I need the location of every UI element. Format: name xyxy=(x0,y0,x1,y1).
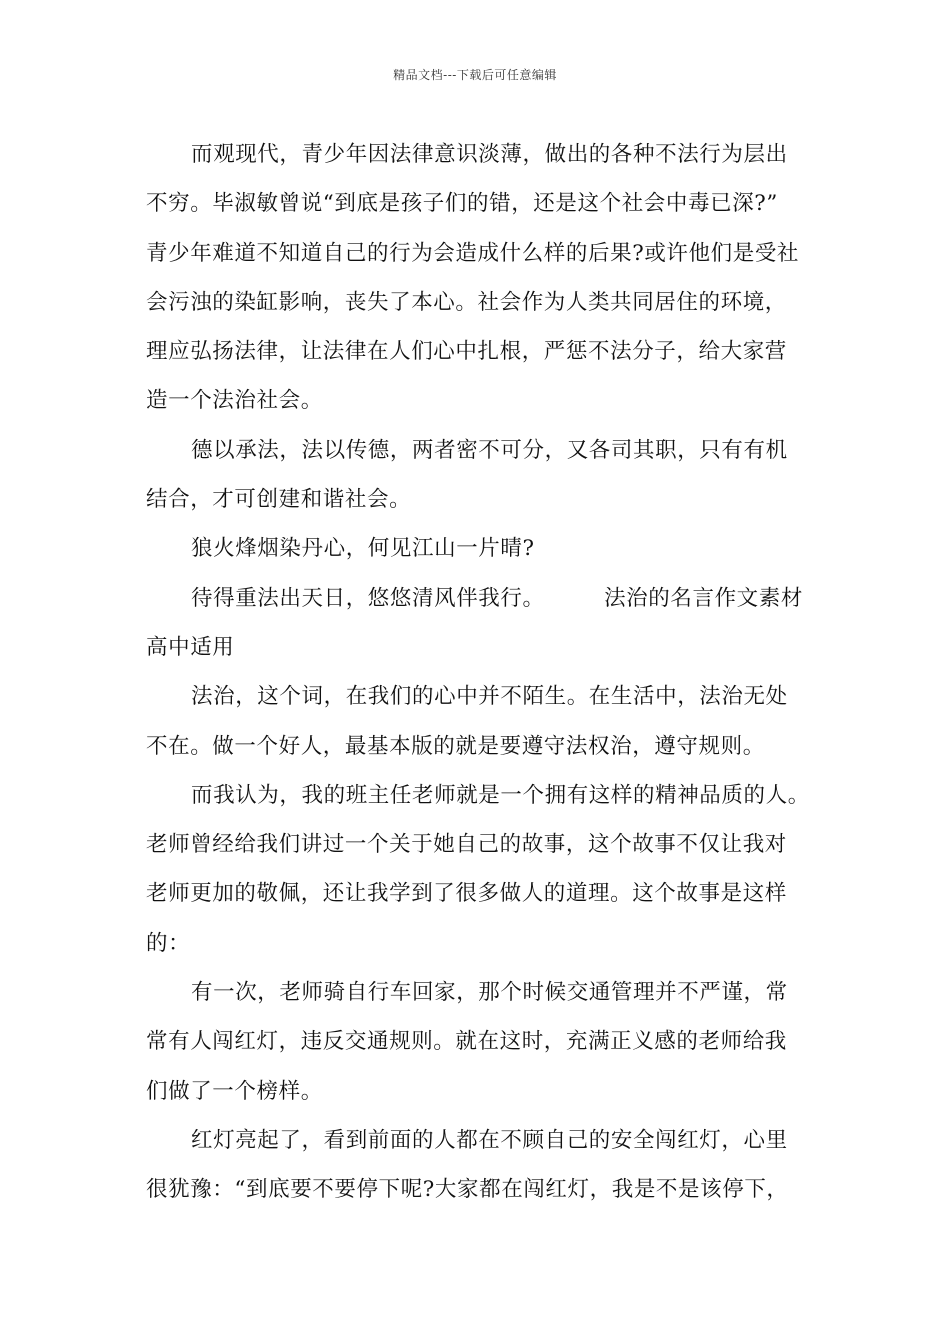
text-line: 老师曾经给我们讲过一个关于她自己的故事，这个故事不仅让我对 xyxy=(146,832,787,858)
text-line: 而观现代，青少年因法律意识淡薄，做出的各种不法行为层出 xyxy=(191,142,788,167)
text-line: 不穷。毕淑敏曾说“到底是孩子们的错，还是这个社会中毒已深?” xyxy=(146,191,779,217)
page-header: 精品文档---下载后可任意编辑 xyxy=(393,68,557,82)
text-line: 不在。做一个好人，最基本版的就是要遵守法权治，遵守规则。 xyxy=(146,733,765,759)
text-line: 法治，这个词，在我们的心中并不陌生。在生活中，法治无处 xyxy=(191,684,788,710)
text-line: 常有人闯红灯，违反交通规则。就在这时，充满正义感的老师给我 xyxy=(146,1029,787,1055)
text-line: 理应弘扬法律，让法律在人们心中扎根，严惩不法分子，给大家营 xyxy=(146,339,787,365)
text-line: 青少年难道不知道自己的行为会造成什么样的后果?或许他们是受社 xyxy=(146,240,800,266)
text-line: 狼火烽烟染丹心，何见江山一片晴? xyxy=(191,536,535,562)
text-line: 会污浊的染缸影响，丧失了本心。社会作为人类共同居住的环境， xyxy=(146,289,787,315)
text-line: 造一个法治社会。 xyxy=(146,388,323,414)
text-line: 红灯亮起了，看到前面的人都在不顾自己的安全闯红灯，心里 xyxy=(191,1127,788,1153)
text-line: 待得重法出天日，悠悠清风伴我行。 法治的名言作文素材 xyxy=(191,585,803,611)
text-line: 有一次，老师骑自行车回家，那个时候交通管理并不严谨，常 xyxy=(191,980,788,1006)
text-line: 老师更加的敬佩，还让我学到了很多做人的道理。这个故事是这样 xyxy=(146,881,787,907)
text-line: 的： xyxy=(146,930,191,956)
text-line: 而我认为，我的班主任老师就是一个拥有这样的精神品质的人。 xyxy=(191,782,810,808)
text-line: 很犹豫：“到底要不要停下呢?大家都在闯红灯，我是不是该停下， xyxy=(146,1177,789,1203)
text-line: 德以承法，法以传德，两者密不可分，又各司其职，只有有机 xyxy=(191,437,788,463)
text-line: 结合，才可创建和谐社会。 xyxy=(146,487,412,513)
document-body xyxy=(146,130,811,1215)
text-line: 们做了一个榜样。 xyxy=(146,1078,323,1104)
text-line: 高中适用 xyxy=(146,634,235,660)
